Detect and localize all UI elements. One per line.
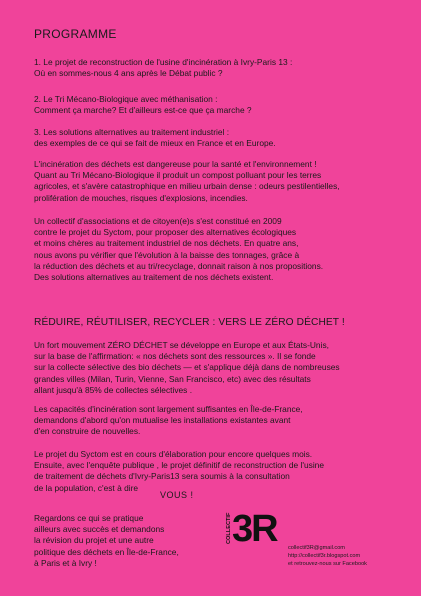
text-line: nous avons pu vérifier que l'évolution à la baisse des tonnages, grâce à — [34, 249, 300, 260]
logo-3r-text: 3R — [232, 508, 277, 545]
programme-item-3 — [34, 127, 404, 149]
text-line: allant jusqu'à 85% de collectes sélectives . — [34, 384, 193, 395]
collectif-3r-logo — [224, 507, 280, 545]
text-line: la réduction des déchets et au tri/recyclage, donnait raison à nos propositions. — [34, 260, 324, 271]
text-line: sur la collecte sélective des bio déchets — et s'applique déjà dans de nombreuses — [34, 362, 340, 373]
item-1-line-2: Où en sommes-nous 4 ans après le Débat public ? — [34, 68, 223, 79]
text-line: Le projet du Syctom est en cours d'élaboration pour encore quelques mois. — [34, 449, 313, 459]
text-line: politique des déchets en Île-de-France, — [34, 546, 179, 557]
text-line: grandes villes (Milan, Turin, Vienne, San Francisco, etc) avec des résultats — [34, 373, 311, 384]
contact-line: et retrouvez-nous sur Facebook — [288, 561, 367, 567]
text-line: à Paris et à Ivry ! — [34, 557, 97, 568]
paragraph-zero-dechet — [34, 340, 404, 396]
text-line: Ensuite, avec l'enquête publique , le projet définitif de reconstruction de l'usine — [34, 460, 324, 471]
paragraph-appel — [34, 513, 224, 569]
contact-info — [288, 544, 408, 568]
programme-title: PROGRAMME — [34, 27, 117, 41]
paragraph-projet-syctom — [34, 449, 404, 494]
text-line: Des solutions alternatives au traitement de nos déchets existent. — [34, 272, 274, 283]
logo-vertical-text: COLLECTIF — [226, 512, 232, 544]
text-line: sur la base de l'affirmation: « nos déchets sont des ressources ». Il se fonde — [34, 351, 316, 362]
vous-callout: VOUS ! — [160, 490, 194, 500]
text-line: Un fort mouvement ZÉRO DÉCHET se développe en Europe et aux États-Unis, — [34, 340, 329, 350]
item-2-line-1: 2. Le Tri Mécano-Biologique avec méthanisation : — [34, 94, 218, 104]
text-line: prolifération de mouches, risques d'explosions, incendies. — [34, 192, 248, 203]
text-line: agricoles, et s'avère catastrophique en milieu urbain dense : odeurs pestilentielles, — [34, 181, 340, 192]
text-line: contre le projet du Syctom, pour proposer des alternatives écologiques — [34, 227, 297, 238]
paragraph-capacites — [34, 404, 404, 438]
paragraph-collectif — [34, 216, 404, 283]
programme-item-2 — [34, 94, 404, 116]
text-line: et moins chères au traitement industriel de nos déchets. En quatre ans, — [34, 238, 299, 249]
text-line: la révision du projet et une autre — [34, 535, 154, 546]
text-line: Quant au Tri Mécano-Biologique il produit un compost polluant pour les terres — [34, 170, 322, 181]
text-line: demandons d'abord qu'on mutualise les installations existantes avant — [34, 415, 291, 426]
item-2-line-2: Comment ça marche? Et d'ailleurs est-ce que ça marche ? — [34, 105, 252, 116]
item-1-line-1: 1. Le projet de reconstruction de l'usine d'incinération à Ivry-Paris 13 : — [34, 57, 293, 67]
text-line: L'incinération des déchets est dangereuse pour la santé et l'environnement ! — [34, 159, 317, 169]
item-3-line-1: 3. Les solutions alternatives au traitement industriel : — [34, 127, 230, 137]
text-line: Les capacités d'incinération sont largement suffisantes en Île-de-France, — [34, 404, 303, 414]
text-line: de la population, c'est à dire — [34, 482, 139, 493]
text-line: Un collectif d'associations et de citoyen(e)s s'est constitué en 2009 — [34, 216, 282, 226]
text-line: ailleurs avec succès et demandons — [34, 524, 165, 535]
paragraph-incineration — [34, 159, 404, 204]
item-3-line-2: des exemples de ce qui se fait de mieux en France et en Europe. — [34, 138, 276, 149]
programme-item-1 — [34, 57, 404, 79]
text-line: d'en construire de nouvelles. — [34, 426, 141, 437]
contact-line: collectif3R@gmail.com http://collectif3r.blogspot.com — [288, 545, 361, 559]
text-line: de traitement de déchets d'Ivry-Paris13 sera soumis à la consultation — [34, 471, 290, 482]
text-line: Regardons ce qui se pratique — [34, 513, 144, 523]
zero-dechet-heading: RÉDUIRE, RÉUTILISER, RECYCLER : VERS LE ZÉRO DÉCHET ! — [34, 317, 345, 328]
